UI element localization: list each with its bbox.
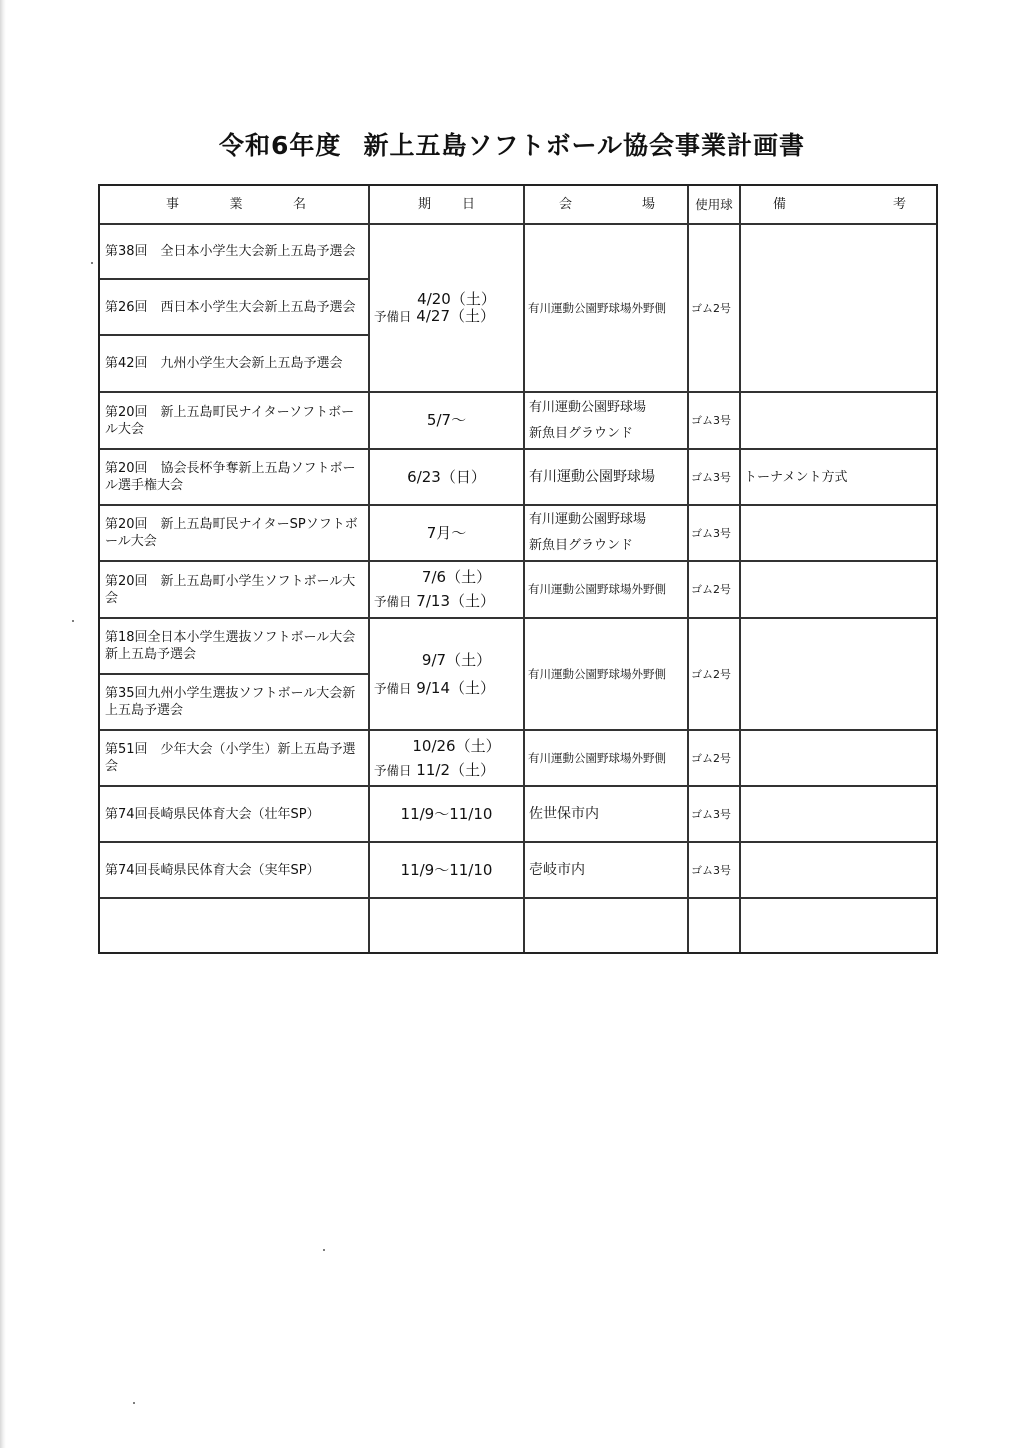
- header-date-char: 期: [418, 197, 434, 212]
- event-date: 7月～: [426, 523, 467, 542]
- event-date: [370, 619, 523, 729]
- event-venue: 有川運動公園野球場外野側: [528, 582, 666, 596]
- header-note-char: 考: [892, 197, 908, 212]
- event-venue: 佐世保市内: [529, 805, 599, 822]
- header-ball: 使用球: [695, 197, 733, 212]
- event-name: 第20回 協会長杯争奪新上五島ソフトボール選手権大会: [105, 461, 356, 493]
- header-name-char: 名: [292, 197, 308, 212]
- provisional-label: 予備日: [374, 309, 412, 324]
- event-name: 第35回九州小学生選抜ソフトボール大会新上五島予選会: [105, 686, 356, 718]
- provisional-value: 4/27（土）: [416, 307, 495, 325]
- provisional-value: 9/14（土）: [416, 678, 495, 697]
- scan-speck: [91, 262, 93, 264]
- title-main: 新上五島ソフトボール協会事業計画書: [363, 131, 805, 160]
- provisional-value: 11/2（土）: [416, 760, 495, 779]
- header-venue-char: 場: [641, 197, 657, 212]
- event-ball: ゴム3号: [691, 470, 731, 484]
- event-ball: ゴム2号: [691, 667, 731, 681]
- venue-line: 有川運動公園野球場: [529, 512, 647, 527]
- event-date: 11/9～11/10: [400, 804, 493, 823]
- title-year: 令和6年度: [219, 131, 342, 160]
- header-venue: [525, 186, 687, 223]
- header-venue-char: 会: [559, 197, 575, 212]
- provisional-date: [370, 308, 523, 325]
- event-name: 第20回 新上五島町民ナイターSPソフトボール大会: [105, 517, 358, 549]
- venue-line: 新魚目グラウンド: [529, 425, 634, 441]
- event-venue: 有川運動公園野球場外野側: [528, 750, 666, 765]
- header-name: [100, 186, 368, 223]
- main-date: 7/6（土）: [421, 568, 492, 586]
- event-venue: 壱岐市内: [529, 861, 585, 878]
- event-name: 第26回 西日本小学生大会新上五島予選会: [105, 299, 356, 315]
- event-venue: 有川運動公園野球場外野側: [528, 300, 666, 315]
- main-date: 9/7（土）: [421, 650, 492, 669]
- event-date: [370, 562, 523, 617]
- main-date: 4/20（土）: [417, 290, 496, 308]
- event-ball: ゴム3号: [691, 863, 731, 877]
- venue-line: 有川運動公園野球場: [529, 399, 647, 415]
- event-venue: [525, 393, 687, 448]
- event-name: 第42回 九州小学生大会新上五島予選会: [105, 356, 343, 371]
- event-name: 第20回 新上五島町民ナイターソフトボール大会: [105, 404, 355, 437]
- event-date: 11/9～11/10: [400, 860, 493, 879]
- event-venue: 有川運動公園野球場外野側: [528, 666, 666, 681]
- provisional-date: [370, 589, 523, 614]
- event-name: 第51回 少年大会（小学生）新上五島予選会: [105, 742, 356, 774]
- provisional-label: 予備日: [374, 762, 412, 778]
- provisional-date: [370, 674, 523, 703]
- plan-table: [98, 184, 938, 954]
- scan-speck: [133, 1402, 135, 1404]
- event-date: [370, 225, 523, 391]
- event-name: 第38回 全日本小学生大会新上五島予選会: [105, 244, 356, 259]
- header-name-char: 事: [166, 197, 182, 212]
- header-note: [741, 186, 936, 223]
- venue-line: 新魚目グラウンド: [529, 538, 634, 553]
- event-date: 5/7～: [426, 411, 467, 429]
- header-date: [370, 186, 523, 223]
- empty-row: [100, 899, 936, 952]
- header-date-char: 日: [461, 197, 477, 212]
- provisional-label: 予備日: [374, 594, 412, 609]
- header-note-char: 備: [773, 197, 789, 212]
- event-ball: ゴム2号: [691, 301, 731, 315]
- provisional-label: 予備日: [374, 680, 412, 696]
- scan-speck: [72, 620, 74, 622]
- event-venue: [525, 506, 687, 560]
- event-ball: ゴム2号: [691, 583, 731, 596]
- event-note: トーナメント方式: [744, 469, 848, 485]
- scan-speck: [323, 1249, 325, 1251]
- scan-edge-shadow: [0, 0, 6, 1448]
- event-name: 第74回長崎県民体育大会（実年SP）: [105, 862, 320, 878]
- page-title: [0, 126, 1024, 162]
- event-name: 第74回長崎県民体育大会（壮年SP）: [105, 806, 320, 822]
- provisional-date: [370, 758, 523, 783]
- event-venue: 有川運動公園野球場: [529, 468, 655, 485]
- event-date: 6/23（日）: [407, 467, 486, 486]
- event-date: [370, 731, 523, 785]
- event-name: 第18回全日本小学生選抜ソフトボール大会新上五島予選会: [105, 630, 356, 662]
- event-ball: ゴム2号: [691, 751, 731, 765]
- provisional-value: 7/13（土）: [416, 592, 495, 610]
- main-date: 10/26（土）: [412, 736, 501, 755]
- col-divider: [739, 186, 741, 952]
- event-ball: ゴム3号: [691, 526, 731, 540]
- header-name-char: 業: [229, 197, 245, 212]
- event-ball: ゴム3号: [691, 807, 731, 821]
- event-name: 第20回 新上五島町小学生ソフトボール大会: [105, 573, 356, 606]
- event-ball: ゴム3号: [691, 414, 731, 427]
